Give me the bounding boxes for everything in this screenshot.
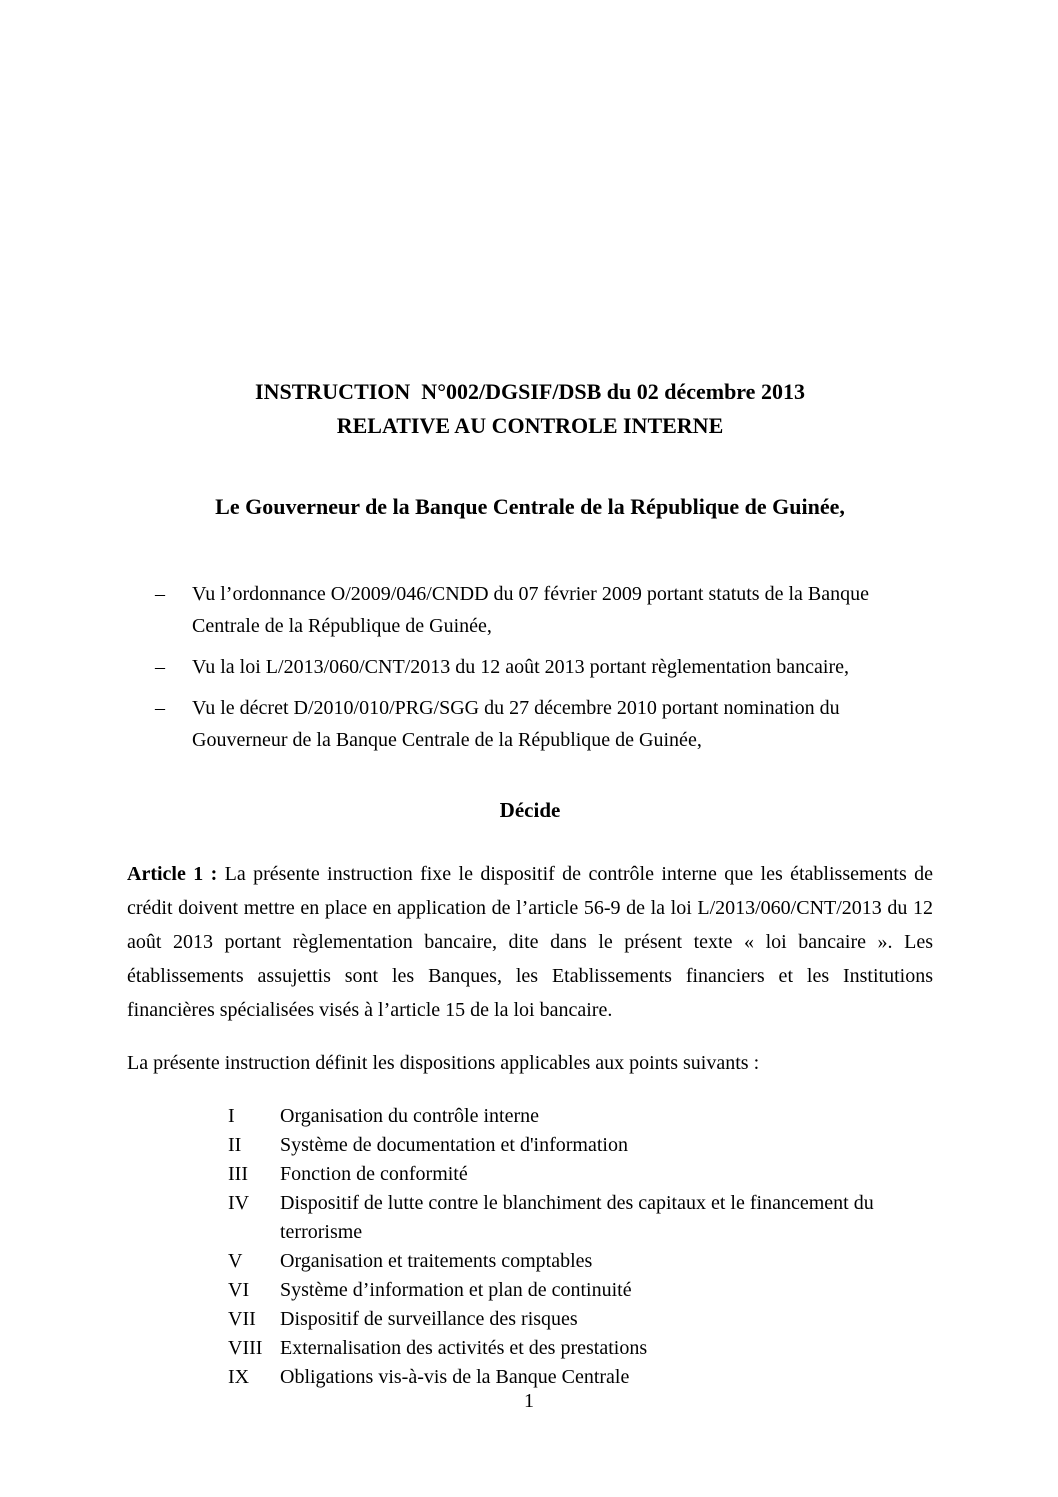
points-intro: La présente instruction définit les dispositions applicables aux points suivants :: [127, 1052, 760, 1074]
page-number: 1: [524, 1390, 534, 1412]
dash-bullet: –: [155, 697, 165, 719]
recital-text: Vu l’ordonnance O/2009/046/CNDD du 07 février 2009 portant statuts de la Banque Centrale de la République de Guinée,: [192, 583, 869, 637]
article-1-label: Article 1 :: [127, 863, 218, 885]
dash-bullet: –: [155, 583, 165, 605]
list-item: [228, 1131, 933, 1160]
list-item: [228, 1247, 933, 1276]
point-numeral: IV: [228, 1192, 250, 1214]
recital-item: [127, 578, 933, 642]
point-text: Dispositif de lutte contre le blanchiment des capitaux et le financement du terrorisme: [280, 1192, 874, 1243]
list-item: [228, 1189, 933, 1247]
point-numeral: II: [228, 1134, 242, 1156]
article-1-body: La présente instruction fixe le dispositif de contrôle interne que les établissements de crédit doivent mettre en place en application de l’article 56-9 de la loi L/2013/060/CNT/2013 du 12 août 2013 portant règlementation bancaire, dite dans le présent texte « loi bancaire ». Les établissements assujettis sont les Banques, les Etablissements financiers et les Institutions financières spécialisées visés à l’article 15 de la loi bancaire.: [127, 863, 934, 1021]
recital-item: [127, 651, 933, 683]
point-numeral: V: [228, 1250, 243, 1272]
point-numeral: I: [228, 1105, 235, 1127]
list-item: [228, 1305, 933, 1334]
list-item: [228, 1160, 933, 1189]
point-text: Fonction de conformité: [280, 1163, 468, 1185]
list-item: [228, 1102, 933, 1131]
point-numeral: VII: [228, 1308, 256, 1330]
point-text: Externalisation des activités et des prestations: [280, 1337, 648, 1359]
title-line-1: INSTRUCTION N°002/DGSIF/DSB du 02 décembre 2013: [255, 379, 805, 404]
point-text: Obligations vis-à-vis de la Banque Centrale: [280, 1366, 630, 1388]
point-text: Organisation et traitements comptables: [280, 1250, 593, 1272]
list-item: [228, 1276, 933, 1305]
list-item: [228, 1334, 933, 1363]
point-text: Système d’information et plan de continuité: [280, 1279, 632, 1301]
article-1-paragraph: [127, 857, 933, 1027]
recitals-list: [127, 578, 933, 756]
document-title: [127, 375, 933, 443]
decide-heading: Décide: [499, 798, 561, 822]
points-list: [127, 1102, 933, 1392]
point-text: Organisation du contrôle interne: [280, 1105, 540, 1127]
recital-item: [127, 692, 933, 756]
point-numeral: III: [228, 1163, 248, 1185]
title-line-2: RELATIVE AU CONTROLE INTERNE: [336, 413, 724, 438]
point-numeral: VI: [228, 1279, 250, 1301]
recital-text: Vu le décret D/2010/010/PRG/SGG du 27 décembre 2010 portant nomination du Gouverneur de la Banque Centrale de la République de Guinée,: [192, 697, 840, 751]
document-content: [127, 0, 933, 1392]
document-subtitle: Le Gouverneur de la Banque Centrale de la République de Guinée,: [215, 494, 845, 519]
point-text: Dispositif de surveillance des risques: [280, 1308, 578, 1330]
dash-bullet: –: [155, 656, 165, 678]
point-text: Système de documentation et d'information: [280, 1134, 628, 1156]
point-numeral: VIII: [228, 1337, 263, 1359]
point-numeral: IX: [228, 1366, 250, 1388]
recital-text: Vu la loi L/2013/060/CNT/2013 du 12 août 2013 portant règlementation bancaire,: [192, 656, 849, 678]
